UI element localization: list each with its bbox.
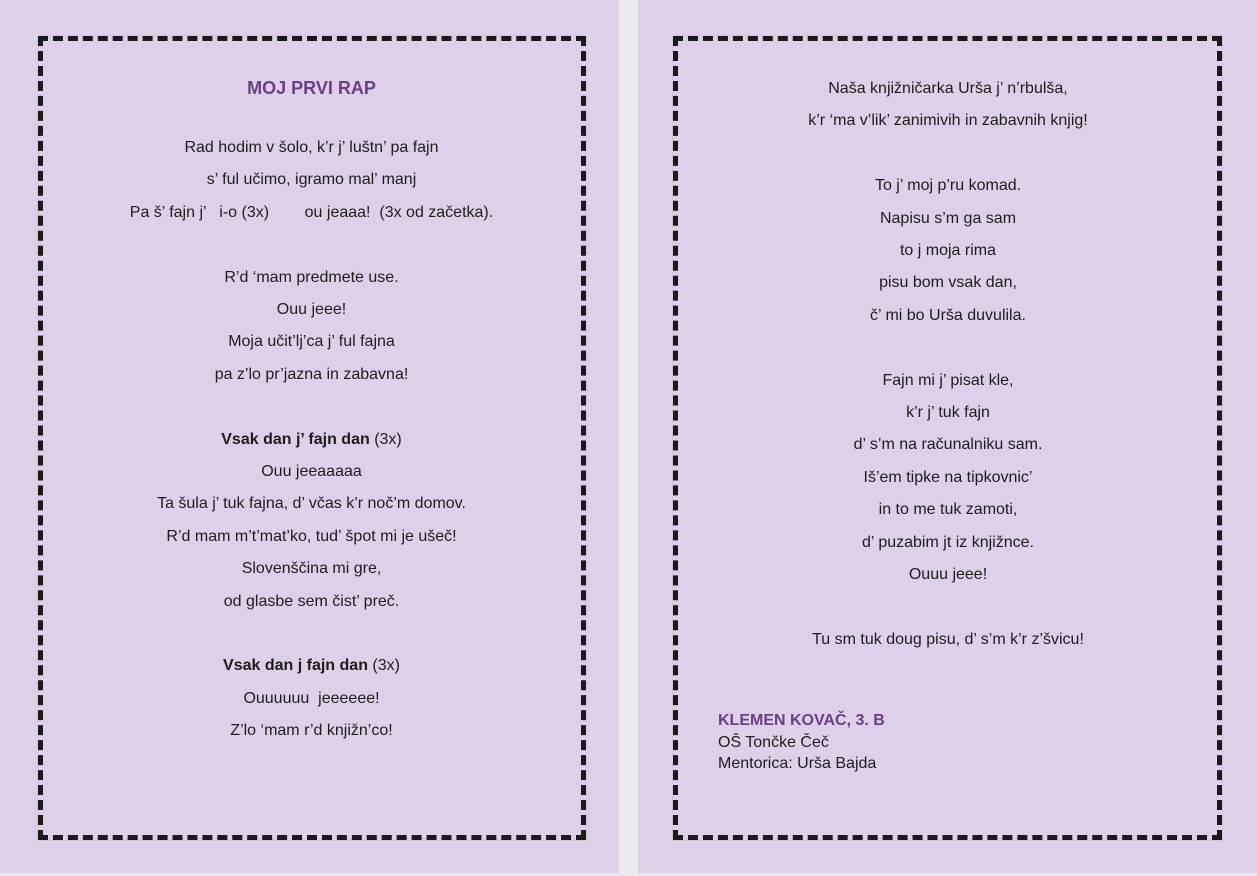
poem-line: pa z’lo pr’jazna in zabavna! bbox=[214, 365, 409, 383]
stanza-gap bbox=[675, 332, 1221, 364]
mentor-name: Mentorica: Urša Bajda bbox=[718, 755, 877, 772]
stanza-gap bbox=[675, 138, 1221, 170]
poem-line: to j moja rima bbox=[899, 242, 997, 260]
poem-line: Ouu jeeaaaaa bbox=[261, 463, 362, 481]
poem-line: in to me tuk zamoti, bbox=[878, 501, 1018, 519]
poem-line: Ouuu jeee! bbox=[908, 566, 988, 584]
stanza-gap bbox=[40, 618, 583, 650]
poem-line: Moja učit’lj’ca j’ ful fajna bbox=[228, 333, 395, 351]
poem-line: To j’ moj p’ru komad. bbox=[874, 177, 1022, 195]
poem-line: Ouuuuuu jeeeeee! bbox=[243, 689, 380, 707]
poem-line: Ta šula j’ tuk fajna, d’ včas k’r noč’m domov. bbox=[157, 495, 466, 513]
poem-line: č’ mi bo Urša duvulila. bbox=[870, 306, 1026, 324]
poem-line: Rad hodim v šolo, k’r j’ luštn’ pa fajn bbox=[184, 139, 439, 156]
poem-body-right bbox=[675, 73, 1221, 656]
poem-title: MOJ PRVI RAP bbox=[247, 78, 376, 98]
signature-block bbox=[718, 710, 885, 775]
left-page bbox=[0, 0, 619, 873]
poem-line: Iš’em tipke na tipkovnic’ bbox=[863, 468, 1033, 486]
refrain-line bbox=[40, 424, 583, 456]
poem-line: R’d mam m’t’mat’ko, tud’ špot mi je ušeč! bbox=[166, 527, 457, 545]
poem-line: Napisu s’m ga sam bbox=[879, 209, 1017, 227]
right-page bbox=[638, 0, 1257, 873]
poem-line: Fajn mi j’ pisat kle, bbox=[882, 371, 1014, 389]
refrain-line bbox=[40, 650, 583, 682]
author-name: KLEMEN KOVAČ, 3. B bbox=[718, 712, 885, 729]
poem-line: d’ s’m na računalniku sam. bbox=[853, 436, 1043, 454]
poem-line: Pa š’ fajn j’ i-o (3x) ou jeaaa! (3x od začetka). bbox=[129, 203, 494, 221]
refrain-suffix: (3x) bbox=[369, 430, 402, 448]
poem-line: s’ ful učimo, igramo mal’ manj bbox=[206, 171, 417, 189]
poem-line: Z’lo ‘mam r’d knjižn’co! bbox=[230, 722, 393, 740]
poem-line: k’r j’ tuk fajn bbox=[906, 404, 990, 422]
refrain-suffix: (3x) bbox=[367, 657, 400, 675]
poem-line: Tu sm tuk doug pisu, d’ s’m k’r z’švicu! bbox=[812, 630, 1084, 648]
stanza-gap bbox=[40, 391, 583, 423]
poem-line: R’d ‘mam predmete use. bbox=[224, 268, 399, 286]
poem-line: od glasbe sem čist’ preč. bbox=[223, 592, 400, 610]
refrain-bold: Vsak dan j fajn dan bbox=[223, 657, 368, 675]
stanza-gap bbox=[40, 229, 583, 261]
poem-line: Slovenščina mi gre, bbox=[241, 560, 382, 578]
refrain-bold: Vsak dan j’ fajn dan bbox=[221, 430, 370, 448]
poem-line: d’ puzabim jt iz knjižnce. bbox=[862, 533, 1034, 551]
poem-body-left bbox=[40, 132, 583, 748]
school-name: OŠ Tončke Čeč bbox=[718, 733, 829, 751]
poem-line: pisu bom vsak dan, bbox=[879, 274, 1017, 292]
stanza-gap bbox=[675, 591, 1221, 623]
poem-line: Ouu jeee! bbox=[276, 301, 347, 319]
poem-line: Naša knjižničarka Urša j’ n’rbulša, bbox=[828, 80, 1068, 97]
poem-line: k’r ‘ma v’lik’ zanimivih in zabavnih knjig! bbox=[808, 112, 1088, 130]
